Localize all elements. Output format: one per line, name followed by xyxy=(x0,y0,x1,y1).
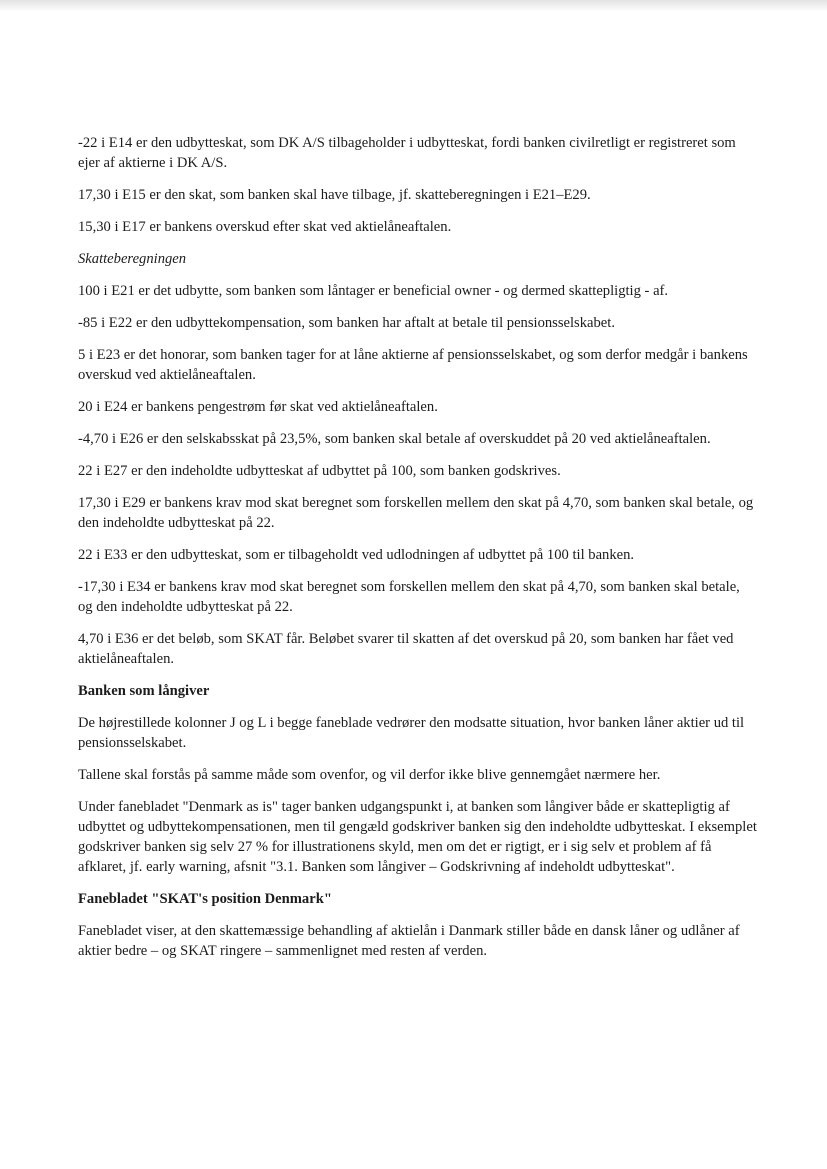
paragraph-e21: 100 i E21 er det udbytte, som banken som låntager er beneficial owner - og dermed skattepligtig - af. xyxy=(78,283,669,299)
scan-edge xyxy=(0,0,827,12)
paragraph-e36: 4,70 i E36 er det beløb, som SKAT får. Beløbet svarer til skatten af det overskud på 20, som banken har fået ved aktielåneaftalen. xyxy=(78,631,734,667)
paragraph-e34: -17,30 i E34 er bankens krav mod skat beregnet som forskellen mellem den skat på 4,70, som banken skal betale, og den indeholdte udbytteskat på 22. xyxy=(78,579,740,615)
document-body xyxy=(78,133,758,973)
heading-fanebladet-skat: Fanebladet "SKAT's position Denmark" xyxy=(78,891,332,907)
paragraph-e24: 20 i E24 er bankens pengestrøm før skat ved aktielåneaftalen. xyxy=(78,399,438,415)
paragraph-e17: 15,30 i E17 er bankens overskud efter skat ved aktielåneaftalen. xyxy=(78,219,452,235)
paragraph-e15: 17,30 i E15 er den skat, som banken skal have tilbage, jf. skatteberegningen i E21–E29. xyxy=(78,187,591,203)
paragraph-tallene: Tallene skal forstås på samme måde som ovenfor, og vil derfor ikke blive gennemgået nærmere her. xyxy=(78,767,661,783)
paragraph-e33: 22 i E33 er den udbytteskat, som er tilbageholdt ved udlodningen af udbyttet på 100 til banken. xyxy=(78,547,635,563)
paragraph-denmark-as-is: Under fanebladet "Denmark as is" tager banken udgangspunkt i, at banken som långiver både er skattepligtig af udbyttet og udbyttekompensationen, men til gengæld godskriver banken sig den indeholdte udbytteskat. I eksemplet godskriver banken sig selv 27 % for illustrationens skyld, men om det er rigtigt, er i sig selv et problem af få afklaret, jf. early warning, afsnit "3.1. Banken som långiver – Godskrivning af indeholdt udbytteskat". xyxy=(78,799,757,875)
paragraph-e14: -22 i E14 er den udbytteskat, som DK A/S tilbageholder i udbytteskat, fordi banken civilretligt er registreret som ejer af aktierne i DK A/S. xyxy=(78,135,736,171)
paragraph-kolonner: De højrestillede kolonner J og L i begge faneblade vedrører den modsatte situation, hvor banken låner aktier ud til pensionsselskabet. xyxy=(78,715,745,751)
paragraph-fanebladet-viser: Fanebladet viser, at den skattemæssige behandling af aktielån i Danmark stiller både en dansk låner og udlåner af aktier bedre – og SKAT ringere – sammenlignet med resten af verden. xyxy=(78,923,740,959)
heading-banken-som-langiver: Banken som långiver xyxy=(78,683,210,699)
subheading-skatteberegningen: Skatteberegningen xyxy=(78,251,187,267)
paragraph-e23: 5 i E23 er det honorar, som banken tager for at låne aktierne af pensionsselskabet, og som derfor medgår i bankens overskud ved aktielåneaftalen. xyxy=(78,347,748,383)
paragraph-e22: -85 i E22 er den udbyttekompensation, som banken har aftalt at betale til pensionsselskabet. xyxy=(78,315,615,331)
paragraph-e27: 22 i E27 er den indeholdte udbytteskat af udbyttet på 100, som banken godskrives. xyxy=(78,463,561,479)
paragraph-e29: 17,30 i E29 er bankens krav mod skat beregnet som forskellen mellem den skat på 4,70, som banken skal betale, og den indeholdte udbytteskat på 22. xyxy=(78,495,754,531)
paragraph-e26: -4,70 i E26 er den selskabsskat på 23,5%, som banken skal betale af overskuddet på 20 ved aktielåneaftalen. xyxy=(78,431,711,447)
